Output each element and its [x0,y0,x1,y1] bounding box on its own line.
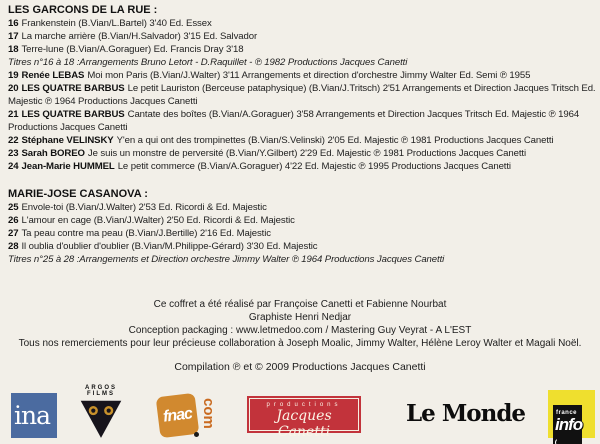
arrangement-note-16-18: Titres n°16 à 18 :Arrangements Bruno Letort - D.Raquillet - ℗ 1982 Productions Jacques Canetti [8,57,408,68]
france-info-france-text: france [556,410,578,416]
ina-logo-text: ina [14,401,51,430]
track-text: Terre-lune (B.Vian/A.Goraguer) Ed. Francis Dray 3'18 [21,44,244,55]
track-artist: Renée LEBAS [21,70,85,81]
le-monde-logo-text: Le Monde [406,400,526,427]
track-row-18 [8,43,596,56]
section-heading-garcons: LES GARCONS DE LA RUE : [8,4,158,16]
credit-line-graphiste: Graphiste Henri Nedjar [248,312,352,323]
track-text: Cantate des boîtes (B.Vian/A.Goraguer) 3'58 Arrangements et Direction Jacques Tritsch Ed. Majestic ℗ 1964 Productions Jacques Canetti [8,109,580,133]
credit-line-coffret: Ce coffret a été réalisé par Françoise Canetti et Fabienne Nourbat [153,299,447,310]
track-number: 21 [8,109,19,120]
section-heading-casanova: MARIE-JOSE CASANOVA : [8,188,148,200]
partner-logos [0,384,600,444]
credit-line-remerciements: Tous nos remerciements pour leur précieuse collaboration à Joseph Moalic, Jimmy Walter, Hélène Leroy Walter et Magali Noël. [18,338,582,349]
track-number: 17 [8,31,19,42]
track-number: 26 [8,215,19,226]
track-text: Moi mon Paris (B.Vian/J.Walter) 3'11 Arrangements et direction d'orchestre Jimmy Walter Ed. Semi ℗ 1955 [87,70,531,81]
fnac-logo [158,392,218,442]
track-text: Frankenstein (B.Vian/L.Bartel) 3'40 Ed. Essex [21,18,212,29]
ina-logo [11,393,57,438]
track-row-25 [8,201,596,214]
compilation-line: Compilation ℗ et © 2009 Productions Jacques Canetti [174,361,426,373]
track-text: Je suis un monstre de perversité (B.Vian/Y.Gilbert) 2'29 Ed. Majestic ℗ 1981 Productions Jacques Canetti [87,148,526,159]
fnac-dot [194,432,199,437]
track-text: Il oublia d'oublier d'oublier (B.Vian/M.Philippe-Gérard) 3'30 Ed. Majestic [21,241,318,252]
track-row-19 [8,69,596,82]
track-row-21 [8,108,596,134]
canetti-productions-text: productions [266,402,342,408]
canetti-signature-text: Jacques Canetti [276,408,332,440]
track-artist: LES QUATRE BARBUS [21,83,125,94]
track-number: 19 [8,70,19,81]
track-artist: Stéphane VELINSKY [21,135,114,146]
argos-owl-triangle-icon [80,399,122,439]
track-text: Le petit Lauriston (Berceuse pataphysique) (B.Vian/J.Tritsch) 2'51 Arrangements et Direction Jacques Tritsch Ed. Majestic ℗ 1964 Productions Jacques Canetti [8,83,596,107]
argos-films-logo [72,385,130,444]
fnac-logo-text: fnac [162,404,193,426]
tracklist [8,4,596,266]
track-number: 18 [8,44,19,55]
track-row-23 [8,147,596,160]
track-number: 20 [8,83,19,94]
track-number: 22 [8,135,19,146]
fnac-tld-text: com [200,398,217,429]
track-text: La marche arrière (B.Vian/H.Salvador) 3'15 Ed. Salvador [21,31,258,42]
track-row-16 [8,17,596,30]
argos-films-label: ARGOS FILMS [84,385,117,397]
track-row-28 [8,240,596,253]
track-number: 24 [8,161,19,172]
france-info-phone-cord-icon [555,438,564,444]
track-artist: LES QUATRE BARBUS [21,109,125,120]
track-text: L'amour en cage (B.Vian/J.Walter) 2'50 Ed. Ricordi & Ed. Majestic [21,215,295,226]
track-text: Ta peau contre ma peau (B.Vian/J.Bertille) 2'16 Ed. Majestic [21,228,271,239]
productions-jacques-canetti-logo [247,396,361,440]
track-row-20 [8,82,596,108]
track-number: 16 [8,18,19,29]
track-artist: Sarah BOREO [21,148,85,159]
track-row-24 [8,160,596,173]
france-info-logo [548,390,595,438]
arrangement-note-25-28: Titres n°25 à 28 :Arrangements et Direction orchestre Jimmy Walter ℗ 1964 Productions Jacques Canetti [8,254,445,265]
le-monde-logo [406,400,526,427]
track-number: 23 [8,148,19,159]
track-artist: Jean-Marie HUMMEL [21,161,115,172]
track-row-26 [8,214,596,227]
track-row-17 [8,30,596,43]
track-number: 28 [8,241,19,252]
credit-line-packaging: Conception packaging : www.letmedoo.com / Mastering Guy Veyrat - A L'EST [128,325,472,336]
france-info-info-text: info [555,415,583,434]
track-text: Le petit commerce (B.Vian/A.Goraguer) 4'22 Ed. Majestic ℗ 1995 Productions Jacques Canetti [117,161,511,172]
track-number: 25 [8,202,19,213]
track-text: Envole-toi (B.Vian/J.Walter) 2'53 Ed. Ricordi & Ed. Majestic [21,202,267,213]
canetti-inner-frame [249,398,359,440]
fnac-square [156,393,200,438]
track-row-22 [8,134,596,147]
credits-block [0,298,600,350]
track-text: Y'en a qui ont des trompinettes (B.Vian/S.Velinski) 2'05 Ed. Majestic ℗ 1981 Productions Jacques Canetti [116,135,554,146]
track-row-27 [8,227,596,240]
track-number: 27 [8,228,19,239]
